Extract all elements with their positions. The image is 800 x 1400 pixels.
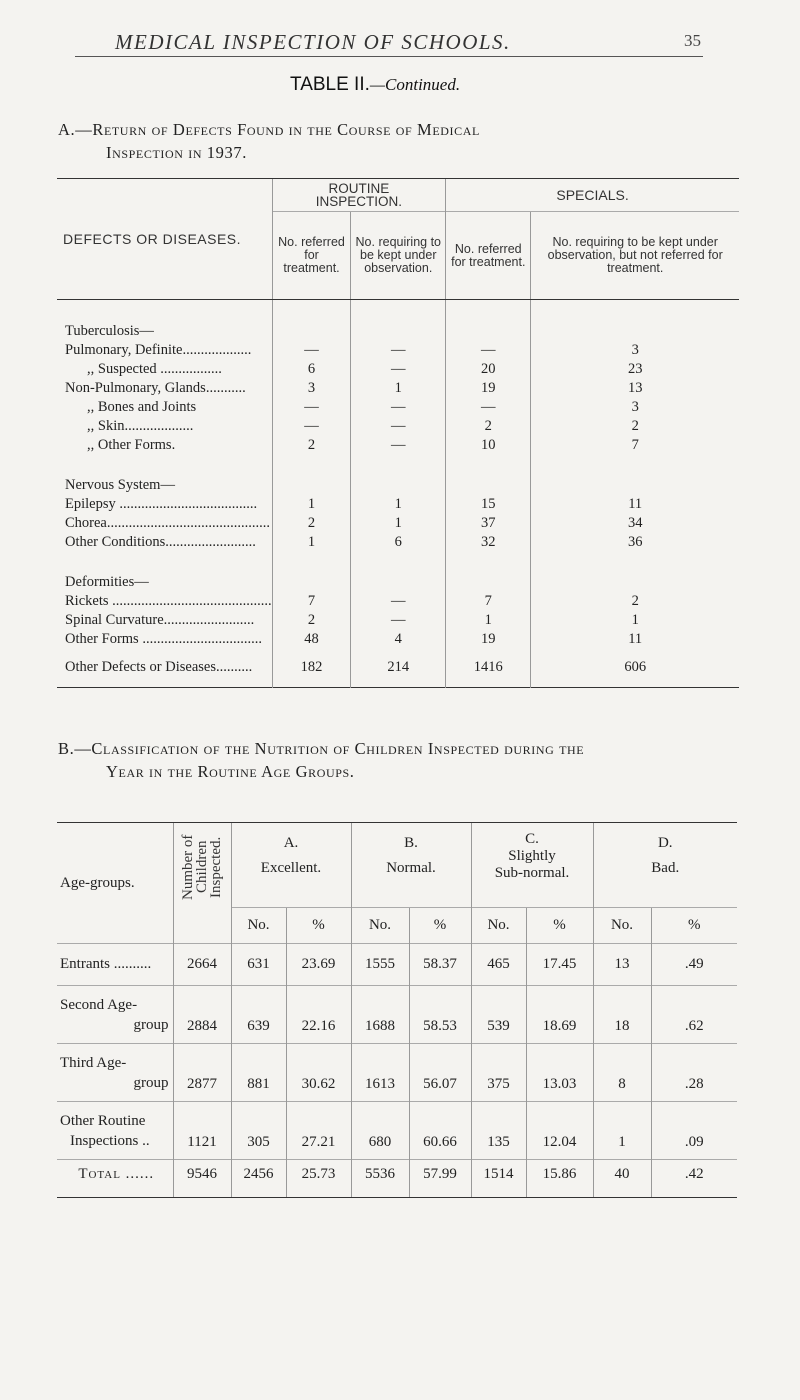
class-d-letter: D. — [657, 835, 673, 851]
age-group-label-line2: Inspections .. — [70, 1132, 150, 1149]
c-no-value: 465 — [471, 944, 526, 986]
specials-referred-value: — — [446, 340, 531, 359]
b-pct-value: 58.53 — [409, 986, 471, 1044]
a-no-value: 305 — [231, 1102, 286, 1160]
running-title: MEDICAL INSPECTION OF SCHOOLS. — [115, 30, 511, 54]
row-label: Chorea............................................. — [65, 514, 270, 531]
specials-referred-value: 2 — [446, 416, 531, 435]
routine-observation-value: — — [351, 610, 446, 629]
a-pct-value: 27.21 — [286, 1102, 351, 1160]
b-no-header: No. — [351, 908, 409, 944]
d-pct-value: .62 — [651, 986, 737, 1044]
b-pct-value: 58.37 — [409, 944, 471, 986]
total-inspected-value: 2664 — [173, 944, 231, 986]
specials-observation-value: 11 — [531, 494, 739, 513]
c-pct-value: 13.03 — [526, 1044, 593, 1102]
age-group-label — [57, 1044, 173, 1102]
specials-referred-value: 37 — [446, 513, 531, 532]
b-pct-header: % — [409, 908, 471, 944]
routine-observation-value: — — [351, 397, 446, 416]
routine-observation-value: 1 — [351, 513, 446, 532]
a-no-value: 639 — [231, 986, 286, 1044]
row-label: ,, Bones and Joints — [87, 398, 197, 415]
specials-observation-value: 36 — [531, 532, 739, 551]
age-group-label — [57, 1102, 173, 1160]
table-row — [57, 1044, 737, 1102]
defects-table — [57, 178, 739, 690]
table-row — [57, 435, 739, 454]
routine-observation-value: 1 — [351, 494, 446, 513]
section-a-title-line1: A.—Return of Defects Found in the Course of Medical — [58, 120, 480, 139]
d-pct-value: .09 — [651, 1102, 737, 1160]
specials-referred-value: 7 — [446, 591, 531, 610]
number-inspected-header: Number of Children Inspected. — [180, 834, 224, 900]
section-b-title-line2: Year in the Routine Age Groups. — [106, 762, 355, 781]
d-pct-value: .28 — [651, 1044, 737, 1102]
routine-referred-value: 182 — [272, 648, 351, 688]
age-group-label-line1: Other Routine — [60, 1112, 146, 1129]
specials-observation-value: 7 — [531, 435, 739, 454]
b-pct-value: 57.99 — [409, 1160, 471, 1198]
a-pct-header: % — [286, 908, 351, 944]
group-label-nervous-system: Nervous System— — [65, 476, 175, 493]
table-row — [57, 494, 739, 513]
table-row — [57, 610, 739, 629]
row-label: Non-Pulmonary, Glands........... — [65, 379, 246, 396]
specials-observation-value: 3 — [531, 340, 739, 359]
specials-observation-value: 3 — [531, 397, 739, 416]
specials-header: SPECIALS. — [446, 179, 739, 212]
table-row — [57, 397, 739, 416]
specials-observation-value: 34 — [531, 513, 739, 532]
d-pct-value: .49 — [651, 944, 737, 986]
table-row — [57, 416, 739, 435]
routine-observation-value: — — [351, 416, 446, 435]
d-no-value: 8 — [593, 1044, 651, 1102]
age-group-label-line1: Second Age- — [60, 996, 138, 1013]
b-no-value: 1613 — [351, 1044, 409, 1102]
routine-referred-value: 48 — [272, 629, 351, 648]
c-no-header: No. — [471, 908, 526, 944]
c-no-value: 539 — [471, 986, 526, 1044]
routine-referred-value: — — [272, 397, 351, 416]
row-label: Epilepsy ...................................... — [65, 495, 258, 512]
total-inspected-value: 2877 — [173, 1044, 231, 1102]
table-row — [57, 648, 739, 688]
a-no-header: No. — [231, 908, 286, 944]
b-no-value: 1688 — [351, 986, 409, 1044]
a-pct-value: 25.73 — [286, 1160, 351, 1198]
specials-referred-value: — — [446, 397, 531, 416]
a-pct-value: 23.69 — [286, 944, 351, 986]
specials-observation-value: 606 — [531, 648, 739, 688]
group-label-deformities: Deformities— — [65, 573, 149, 590]
specials-observation-value: 1 — [531, 610, 739, 629]
specials-referred-value: 1416 — [446, 648, 531, 688]
total-inspected-value: 1121 — [173, 1102, 231, 1160]
table-row — [57, 532, 739, 551]
specials-observation-value: 23 — [531, 359, 739, 378]
routine-observation-value: — — [351, 359, 446, 378]
table-row — [57, 378, 739, 397]
c-pct-value: 15.86 — [526, 1160, 593, 1198]
routine-referred-value: — — [272, 340, 351, 359]
specials-observation-header: No. requiring to be kept under observation, but not referred for treatment. — [531, 212, 739, 300]
routine-observation-value: 6 — [351, 532, 446, 551]
routine-referred-header: No. referred for treatment. — [272, 212, 351, 300]
routine-referred-value: 1 — [272, 532, 351, 551]
specials-observation-value: 11 — [531, 629, 739, 648]
section-a-title — [58, 118, 480, 164]
a-pct-value: 30.62 — [286, 1044, 351, 1102]
section-b-title — [58, 737, 584, 783]
total-inspected-value: 2884 — [173, 986, 231, 1044]
routine-observation-value: 214 — [351, 648, 446, 688]
d-pct-value: .42 — [651, 1160, 737, 1198]
routine-observation-value: — — [351, 340, 446, 359]
b-pct-value: 60.66 — [409, 1102, 471, 1160]
table-row — [57, 1102, 737, 1160]
specials-referred-value: 20 — [446, 359, 531, 378]
a-no-value: 881 — [231, 1044, 286, 1102]
table-row — [57, 340, 739, 359]
class-a-name: Excellent. — [260, 860, 322, 876]
c-pct-header: % — [526, 908, 593, 944]
specials-observation-value: 2 — [531, 416, 739, 435]
routine-referred-value: 6 — [272, 359, 351, 378]
table-row — [57, 986, 737, 1044]
c-pct-value: 12.04 — [526, 1102, 593, 1160]
row-label: ,, Other Forms. — [87, 436, 176, 453]
d-no-value: 40 — [593, 1160, 651, 1198]
page-number: 35 — [684, 31, 701, 50]
specials-observation-value: 2 — [531, 591, 739, 610]
row-label: Rickets ............................................ — [65, 592, 272, 609]
row-label: ,, Suspected ................. — [87, 360, 222, 377]
d-no-header: No. — [593, 908, 651, 944]
a-no-value: 2456 — [231, 1160, 286, 1198]
routine-observation-value: — — [351, 435, 446, 454]
class-a-letter: A. — [283, 835, 299, 851]
routine-referred-value: 1 — [272, 494, 351, 513]
routine-observation-value: 4 — [351, 629, 446, 648]
age-group-label-line2: group — [133, 1074, 169, 1091]
specials-referred-value: 10 — [446, 435, 531, 454]
d-no-value: 18 — [593, 986, 651, 1044]
routine-referred-value: 3 — [272, 378, 351, 397]
class-c-letter: C. — [525, 831, 539, 847]
row-label: Other Defects or Diseases.......... — [65, 658, 253, 675]
section-b-title-line1: B.—Classification of the Nutrition of Children Inspected during the — [58, 739, 585, 758]
specials-referred-header: No. referred for treatment. — [446, 212, 531, 300]
section-a-title-line2: Inspection in 1937. — [106, 143, 247, 162]
specials-referred-value: 19 — [446, 629, 531, 648]
c-no-value: 1514 — [471, 1160, 526, 1198]
class-c-header — [471, 823, 593, 908]
page-header — [75, 30, 703, 57]
specials-referred-value: 1 — [446, 610, 531, 629]
routine-referred-value: 7 — [272, 591, 351, 610]
age-group-label-line2: group — [133, 1016, 169, 1033]
routine-referred-value: 2 — [272, 610, 351, 629]
d-no-value: 1 — [593, 1102, 651, 1160]
d-no-value: 13 — [593, 944, 651, 986]
age-group-label — [57, 944, 173, 986]
age-group-label — [57, 986, 173, 1044]
c-no-value: 135 — [471, 1102, 526, 1160]
a-no-value: 631 — [231, 944, 286, 986]
table-row — [57, 513, 739, 532]
table-row — [57, 359, 739, 378]
table-row — [57, 944, 737, 986]
total-label: Total ...... — [57, 1160, 173, 1198]
defects-column-header: DEFECTS OR DISEASES. — [57, 179, 272, 300]
c-pct-value: 18.69 — [526, 986, 593, 1044]
specials-referred-value: 32 — [446, 532, 531, 551]
table-row — [57, 1160, 737, 1198]
routine-inspection-header: ROUTINE INSPECTION. — [272, 179, 446, 212]
b-no-value: 5536 — [351, 1160, 409, 1198]
row-label: Other Conditions......................... — [65, 533, 256, 550]
c-pct-value: 17.45 — [526, 944, 593, 986]
routine-referred-value: — — [272, 416, 351, 435]
nutrition-table — [57, 822, 737, 1198]
routine-referred-value: 2 — [272, 435, 351, 454]
a-pct-value: 22.16 — [286, 986, 351, 1044]
table-title-continued: —Continued. — [369, 75, 461, 94]
class-b-letter: B. — [404, 835, 418, 851]
specials-referred-value: 19 — [446, 378, 531, 397]
table-title — [290, 74, 460, 96]
specials-referred-value: 15 — [446, 494, 531, 513]
d-pct-header: % — [651, 908, 737, 944]
b-pct-value: 56.07 — [409, 1044, 471, 1102]
class-d-name: Bad. — [651, 860, 680, 876]
group-label-tuberculosis: Tuberculosis— — [65, 322, 154, 339]
age-group-label-line1: Third Age- — [60, 1054, 127, 1071]
table-row — [57, 629, 739, 648]
row-label: Other Forms ................................. — [65, 630, 262, 647]
class-b-header — [351, 823, 471, 908]
routine-observation-value: — — [351, 591, 446, 610]
row-label: ,, Skin................... — [87, 417, 194, 434]
row-label: Spinal Curvature......................... — [65, 611, 255, 628]
age-groups-header: Age-groups. — [57, 823, 173, 944]
c-no-value: 375 — [471, 1044, 526, 1102]
routine-observation-header: No. requiring to be kept under observation. — [351, 212, 446, 300]
class-b-name: Normal. — [386, 860, 436, 876]
b-no-value: 680 — [351, 1102, 409, 1160]
table-title-main: TABLE II. — [290, 74, 370, 95]
row-label: Pulmonary, Definite................... — [65, 341, 252, 358]
routine-observation-value: 1 — [351, 378, 446, 397]
age-group-label-line1: Entrants .......... — [60, 956, 152, 972]
b-no-value: 1555 — [351, 944, 409, 986]
class-a-header — [231, 823, 351, 908]
table-row — [57, 591, 739, 610]
routine-referred-value: 2 — [272, 513, 351, 532]
class-c-name: Slightly Sub-normal. — [494, 848, 570, 881]
total-inspected-value: 9546 — [173, 1160, 231, 1198]
specials-observation-value: 13 — [531, 378, 739, 397]
class-d-header — [593, 823, 737, 908]
